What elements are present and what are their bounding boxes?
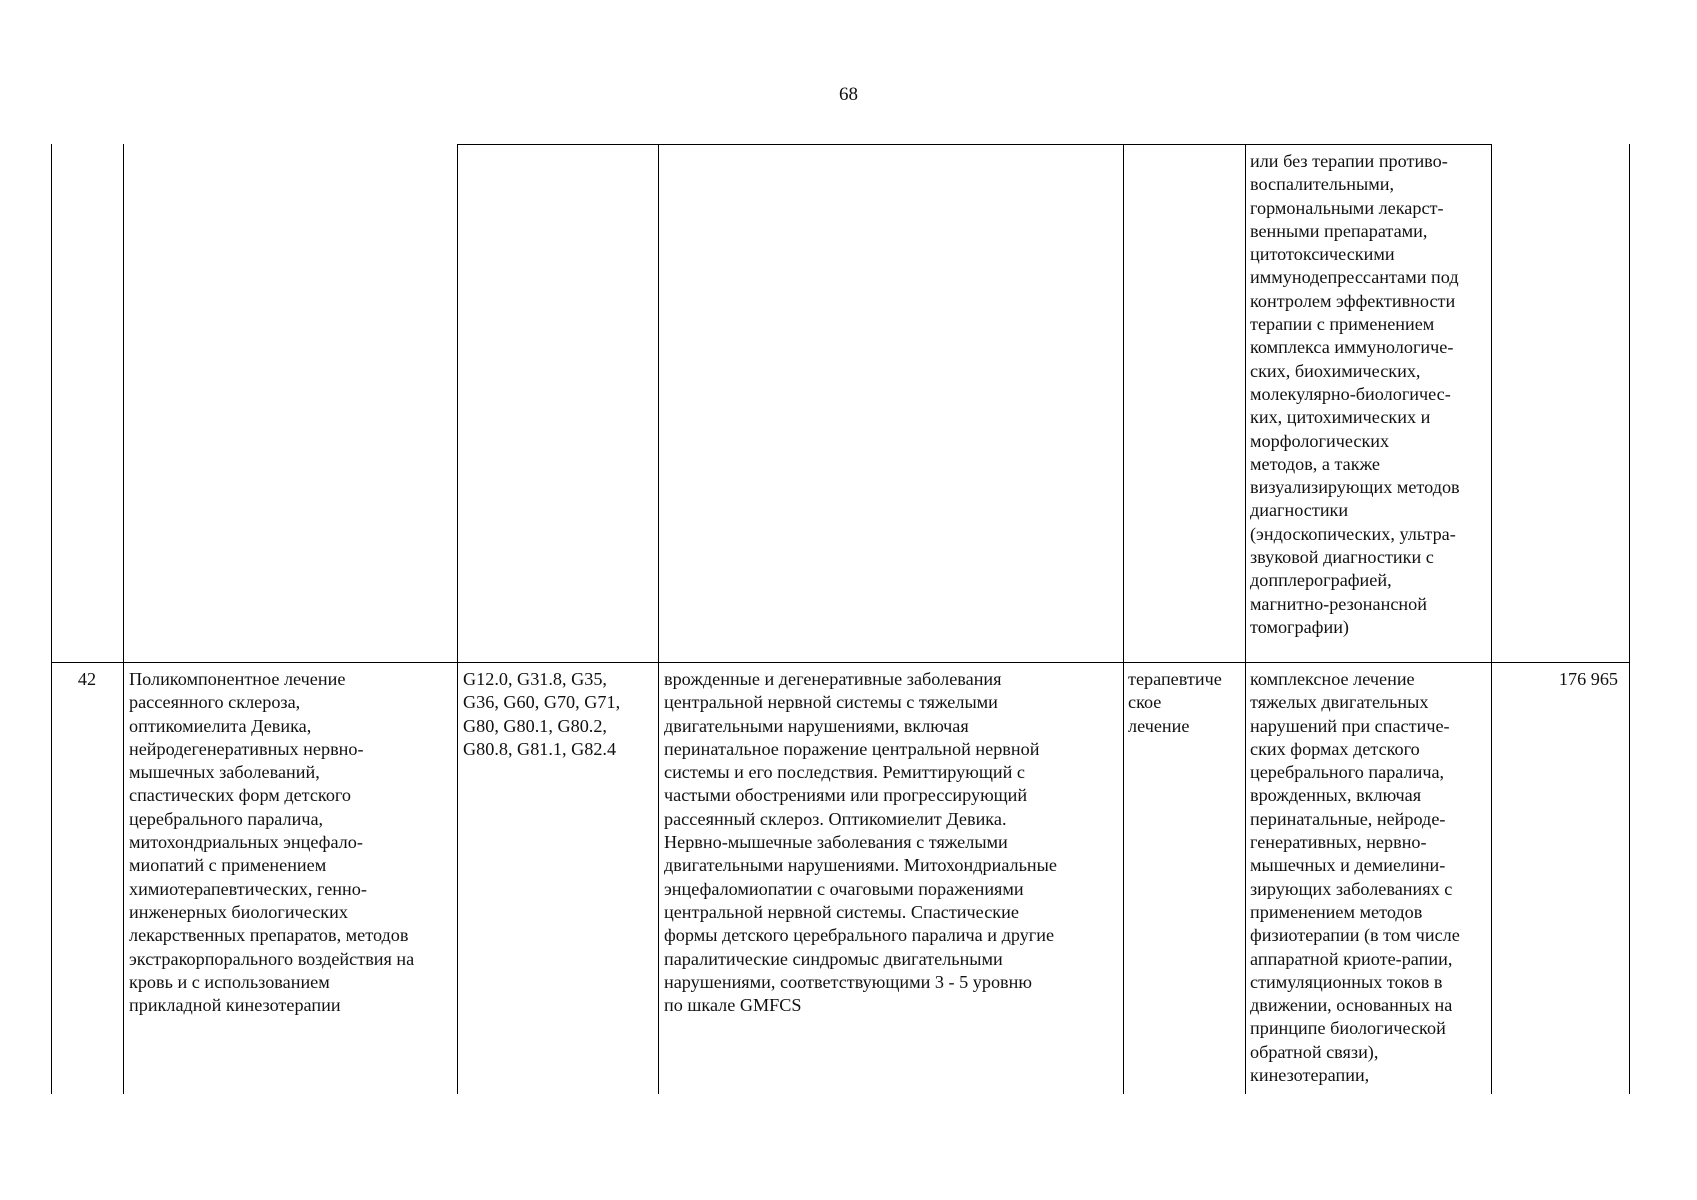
cell-text-line: системы и его последствия. Ремиттирующий с (664, 762, 1025, 783)
continued-row-top-border (457, 144, 1492, 145)
cell-text-line: рассеянный склероз. Оптикомиелит Девика. (664, 808, 1007, 829)
cell-text-line: мышечных заболеваний, (129, 762, 320, 783)
cell-text-line: мышечных и демиелини- (1250, 855, 1446, 876)
cell-text-line: G12.0, G31.8, G35, (463, 669, 607, 689)
cell-text-line: морфологических (1250, 430, 1390, 451)
column-divider-2 (457, 144, 458, 1094)
column-divider-6 (1491, 144, 1492, 1094)
cell-text-line: частыми обострениями или прогрессирующий (664, 785, 1028, 806)
cell-text-line: ких, цитохимических и (1250, 407, 1431, 428)
row-separator (51, 662, 1630, 663)
cell-text-line: нарушениями, соответствующими 3 - 5 уровню (664, 971, 1032, 992)
column-divider-5 (1245, 144, 1246, 1094)
column-divider-4 (1123, 144, 1124, 1094)
cell-text-line: митохондриальных энцефало- (129, 832, 363, 853)
cell-text-line: Нервно-мышечные заболевания с тяжелыми (664, 832, 1008, 853)
cell-text-line: магнитно-резонансной (1250, 593, 1427, 614)
cell-text-line: двигательными нарушениями. Митохондриальные (664, 855, 1057, 876)
icd-codes-cell (463, 668, 620, 761)
cell-text-line: Поликомпонентное лечение (129, 669, 346, 689)
cell-text-line: G80.8, G81.1, G82.4 (463, 738, 617, 759)
cell-text-line: по шкале GMFCS (664, 995, 802, 1016)
cell-text-line: комплекса иммунологиче- (1250, 337, 1454, 358)
cell-text-line: звуковой диагностики с (1250, 547, 1434, 568)
cell-text-line: нейродегенеративных нервно- (129, 738, 364, 759)
cell-text-line: комплексное лечение (1250, 669, 1415, 689)
cell-text-line: формы детского церебрального паралича и другие (664, 925, 1055, 946)
table-border-left (51, 144, 52, 1094)
hmp-name-cell (129, 668, 414, 1017)
cell-text-line: обратной связи), (1250, 1041, 1379, 1062)
cell-text-line: молекулярно-биологичес- (1250, 383, 1451, 404)
cell-text-line: двигательными нарушениями, включая (664, 715, 969, 736)
cell-text-line: цитотоксическими (1250, 244, 1395, 265)
cell-text-line: физиотерапии (в том числе (1250, 925, 1460, 946)
cell-text-line: перинатальное поражение центральной нервной (664, 738, 1040, 759)
cell-text-line: зирующих заболеваниях с (1250, 878, 1453, 899)
cell-text-line: центральной нервной системы с тяжелыми (664, 692, 998, 713)
cell-text-line: диагностики (1250, 500, 1349, 521)
cell-text-line: врожденные и дегенеративные заболевания (664, 669, 1002, 689)
cell-text-line: кинезотерапии, (1250, 1065, 1370, 1086)
cell-text-line: генеративных, нервно- (1250, 832, 1427, 853)
column-divider-3 (658, 144, 659, 1094)
cell-text-line: G36, G60, G70, G71, (463, 692, 621, 713)
cell-text-line: спастических форм детского (129, 785, 352, 806)
patient-model-cell (664, 668, 1057, 1017)
cell-text-line: церебрального паралича, (1250, 762, 1445, 783)
cell-text-line: центральной нервной системы. Спастические (664, 901, 1019, 922)
cell-text-line: лечение (1128, 715, 1190, 736)
cell-text-line: терапии с применением (1250, 314, 1435, 335)
cell-text-line: экстракорпорального воздействия на (129, 948, 415, 969)
cell-text-line: визуализирующих методов (1250, 477, 1460, 498)
cell-text-line: движении, основанных на (1250, 995, 1453, 1016)
table-border-right (1629, 144, 1630, 1094)
treatment-type-cell (1128, 668, 1222, 738)
column-divider-1 (123, 144, 124, 1094)
cell-text-line: нарушений при спастиче- (1250, 715, 1450, 736)
row-number-cell: 42 (77, 669, 97, 689)
continued-treatment-method-cell (1250, 150, 1460, 639)
cell-text-line: тяжелых двигательных (1250, 692, 1429, 713)
cell-text-line: контролем эффективности (1250, 290, 1456, 311)
cell-text-line: или без терапии противо- (1250, 151, 1448, 171)
cell-text-line: химиотерапевтических, генно- (129, 878, 367, 899)
cell-text-line: (эндоскопических, ультра- (1250, 523, 1456, 544)
cell-text-line: кровь и с использованием (129, 971, 330, 992)
page-number: 68 (839, 84, 858, 105)
cell-text-line: допплерографией, (1250, 570, 1392, 591)
cell-text-line: церебрального паралича, (129, 808, 324, 829)
cell-text-line: томографии) (1250, 616, 1349, 637)
cell-text-line: паралитические синдромыс двигательными (664, 948, 1003, 969)
cell-text-line: ских, биохимических, (1250, 360, 1421, 381)
treatment-method-cell (1250, 668, 1460, 1087)
cell-text-line: иммунодепрессантами под (1250, 267, 1459, 288)
cell-text-line: лекарственных препаратов, методов (129, 925, 409, 946)
cell-text-line: рассеянного склероза, (129, 692, 301, 713)
cell-text-line: венными препаратами, (1250, 220, 1428, 241)
cell-text-line: ских формах детского (1250, 738, 1420, 759)
cell-text-line: оптикомиелита Девика, (129, 715, 312, 736)
cell-text-line: аппаратной криоте-рапии, (1250, 948, 1453, 969)
cell-text-line: перинатальные, нейроде- (1250, 808, 1446, 829)
cell-text-line: гормональными лекарст- (1250, 197, 1444, 218)
cell-text-line: G80, G80.1, G80.2, (463, 715, 607, 736)
cell-text-line: принципе биологической (1250, 1018, 1446, 1039)
cell-text-line: прикладной кинезотерапии (129, 995, 341, 1016)
cell-text-line: воспалительными, (1250, 174, 1394, 195)
cell-text-line: инженерных биологических (129, 901, 348, 922)
cell-text-line: применением методов (1250, 901, 1423, 922)
cell-text-line: миопатий с применением (129, 855, 327, 876)
price-cell: 176 965 (1558, 669, 1618, 689)
cell-text-line: терапевтиче (1128, 669, 1222, 689)
cell-text-line: методов, а также (1250, 453, 1380, 474)
cell-text-line: стимуляционных токов в (1250, 971, 1443, 992)
cell-text-line: врожденных, включая (1250, 785, 1422, 806)
cell-text-line: энцефаломиопатии с очаговыми поражениями (664, 878, 1024, 899)
cell-text-line: ское (1128, 692, 1162, 713)
